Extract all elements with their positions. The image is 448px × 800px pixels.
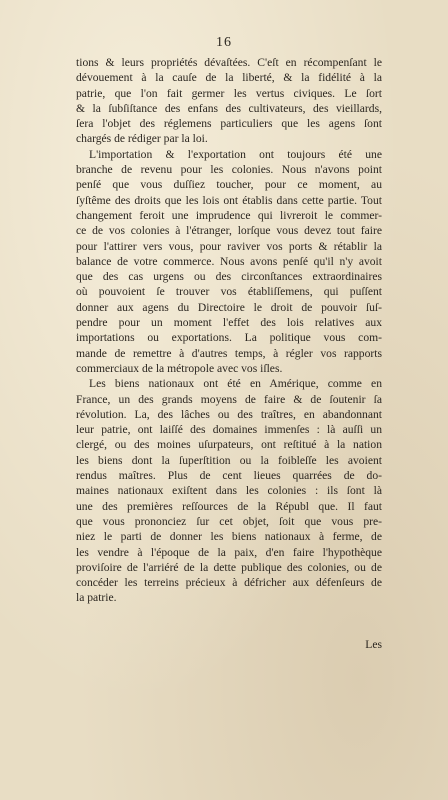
text-line: balance de votre commerce. Nous avons penſé qu'il n'y avoit — [76, 254, 382, 268]
text-line: L'importation & l'exportation ont toujours été une — [89, 147, 382, 161]
text-line: clergé, ou des moines uſurpateurs, ont reſtitué à la nation — [76, 438, 382, 452]
text-line: tions & leurs propriétés dévaſtées. C'eſt en récompenſant le — [76, 56, 382, 69]
page-number: 16 — [216, 35, 232, 50]
text-line: concéder les terreins précieux à défricher aux défenſeurs de — [76, 576, 382, 590]
text-line: pour l'attirer vers vous, pour raviver vos ports & rétablir la — [76, 239, 382, 253]
text-line: rendus maîtres. Plus de cent lieues quarrées de do- — [76, 469, 382, 483]
text-line: les biens dont la ſuperſtition ou la foibleſſe les avoient — [76, 453, 382, 467]
catchword: Les — [365, 638, 382, 651]
text-line: une des premières reſſources de la Républ que. Il faut — [76, 499, 382, 513]
text-line: ce de vos colonies à l'étranger, lorſque vous devez tout faire — [76, 224, 382, 238]
text-line: ſyſtême des droits que les lois ont établis dans cette partie. Tout — [76, 193, 382, 207]
text-line: niez le parti de donner les biens nationaux à ferme, de — [76, 530, 382, 544]
paragraph — [76, 55, 382, 147]
text-line: dévouement à la cauſe de la liberté, & la fidélité à la — [76, 71, 382, 85]
text-line: la patrie. — [76, 591, 117, 605]
body-text — [76, 55, 382, 606]
text-line: Les biens nationaux ont été en Amérique, comme en — [89, 377, 382, 391]
text-line: pendre pour un moment l'effet des lois relatives aux — [76, 316, 382, 330]
text-line: branche de revenu pour les colonies. Nous n'avons point — [76, 163, 382, 177]
text-line: chargés de rédiger par la loi. — [76, 132, 208, 146]
text-line: France, un des grands moyens de faire & de ſoutenir ſa — [76, 392, 382, 406]
text-line: mande de remettre à d'autres temps, à régler vos rapports — [76, 346, 382, 360]
text-line: commerciaux de la métropole avec vos iſles. — [76, 361, 283, 375]
text-line: ſera l'objet des réglemens particuliers que les agens ſont — [76, 117, 382, 131]
text-line: patrie, que l'on fait germer les vertus civiques. Le ſort — [76, 86, 382, 100]
text-line: proviſoire de l'arriéré de la dette publique des colonies, ou de — [76, 560, 382, 574]
paragraph — [76, 376, 382, 605]
text-line: changement feroit une imprudence qui livreroit le commer- — [76, 208, 382, 222]
text-line: importations ou exportations. La politique vous com- — [76, 331, 382, 345]
text-line: que des cas urgens ou des circonſtances extraordinaires — [76, 270, 382, 284]
text-line: où pouvoient ſe trouver vos établiſſemens, qui puſſent — [76, 285, 382, 299]
text-line: maines nationaux exiſtent dans les colonies : ils ſont là — [76, 484, 382, 498]
text-line: & la ſubſiſtance des enfans des cultivateurs, des vieillards, — [76, 101, 382, 115]
text-line: que vous prononciez ſur cet objet, ſoit que vous pre- — [76, 514, 382, 528]
text-line: leur patrie, ont laiſſé des domaines immenſes : là auſſi un — [76, 423, 382, 437]
text-line: donner aux agens du Directoire le droit de pouvoir ſuſ- — [76, 300, 382, 314]
text-line: les vendre à l'époque de la paix, d'en faire l'hypothèque — [76, 545, 382, 559]
text-line: penſé que vous duſſiez toucher, pour ce moment, au — [76, 178, 382, 192]
text-line: révolution. La, des lâches ou des traîtres, en abandonnant — [76, 407, 382, 421]
paragraph — [76, 147, 382, 376]
